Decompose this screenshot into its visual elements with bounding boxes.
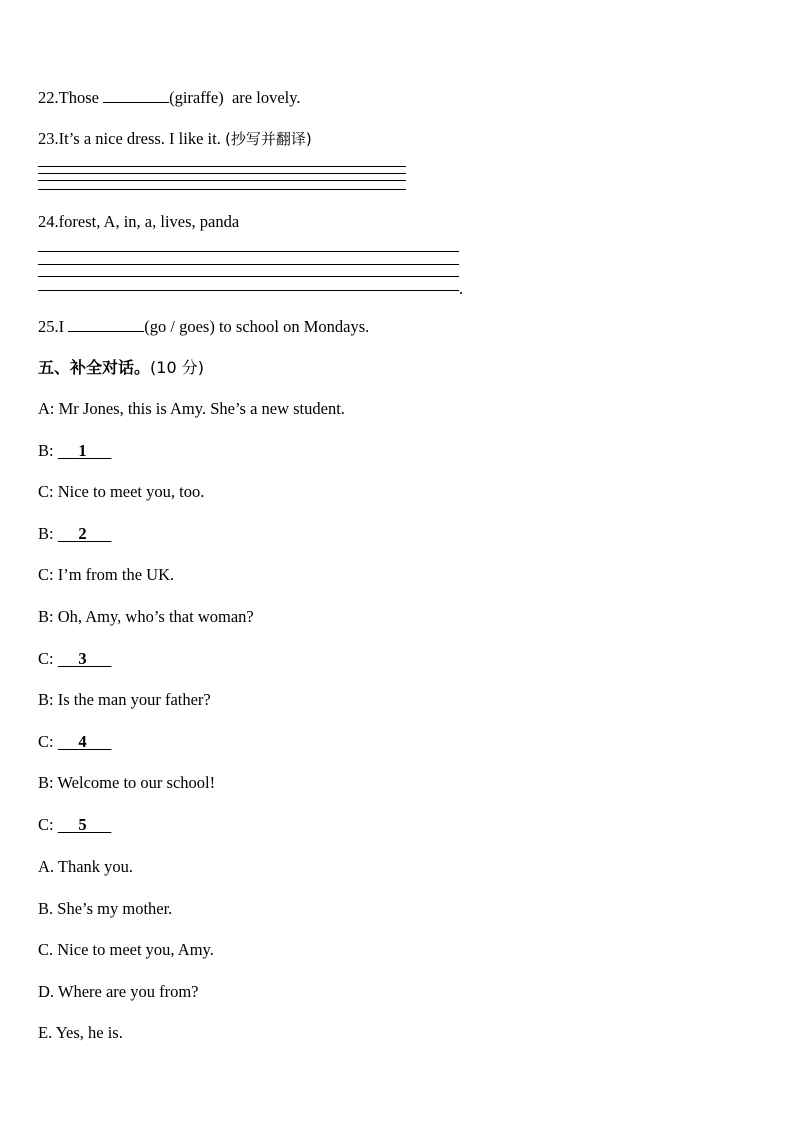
scrambled-words: forest, A, in, a, lives, panda — [58, 212, 240, 231]
option-text: Thank you. — [57, 857, 134, 876]
section-title: 五、补全对话。 — [38, 358, 151, 377]
speaker-label: C: — [38, 565, 54, 584]
speaker-label: C: — [38, 649, 54, 668]
dialogue-line — [38, 607, 254, 627]
dialogue-line — [38, 565, 174, 585]
speaker-label: C: — [38, 482, 54, 501]
dialogue-blank-line — [38, 732, 111, 752]
speaker-label: C: — [38, 732, 54, 751]
option-letter: A. — [38, 857, 55, 876]
question-number: 23. — [38, 129, 59, 148]
writing-line[interactable] — [38, 189, 406, 190]
option-letter: C. — [38, 940, 54, 959]
dialogue-line — [38, 690, 211, 710]
question-text: I — [58, 317, 65, 336]
question-number: 25. — [38, 317, 59, 336]
option-item — [38, 857, 133, 877]
option-item — [38, 940, 214, 960]
dialogue-blank-5[interactable] — [58, 815, 112, 834]
writing-line[interactable] — [38, 251, 459, 252]
dialogue-text: Welcome to our school! — [57, 773, 216, 792]
section-points: (10 分) — [150, 358, 204, 377]
dialogue-blank-line — [38, 815, 111, 835]
question-23 — [38, 129, 312, 149]
writing-line[interactable] — [38, 290, 459, 291]
option-item — [38, 899, 172, 919]
option-letter: D. — [38, 982, 55, 1001]
dialogue-line — [38, 399, 345, 419]
dialogue-blank-2[interactable] — [58, 524, 112, 543]
dialogue-text: I’m from the UK. — [57, 565, 175, 584]
writing-line[interactable] — [38, 173, 406, 174]
writing-line[interactable] — [38, 264, 459, 265]
question-text: It’s a nice dress. I like it. — [58, 129, 221, 148]
dialogue-blank-line — [38, 441, 111, 461]
option-text: Nice to meet you, Amy. — [57, 940, 214, 959]
dialogue-blank-line — [38, 524, 111, 544]
dialogue-text: Is the man your father? — [57, 690, 211, 709]
option-text: Where are you from? — [57, 982, 199, 1001]
dialogue-text: Mr Jones, this is Amy. She’s a new student. — [58, 399, 345, 418]
option-item — [38, 982, 199, 1002]
speaker-label: B: — [38, 607, 54, 626]
speaker-label: B: — [38, 690, 54, 709]
line-end-period: . — [459, 279, 464, 298]
blank-number: 2 — [78, 524, 87, 543]
dialogue-blank-line — [38, 649, 111, 669]
question-24 — [38, 212, 239, 232]
dialogue-blank-1[interactable] — [58, 441, 112, 460]
question-number: 22. — [38, 88, 59, 107]
blank-number: 1 — [78, 441, 87, 460]
dialogue-line — [38, 773, 215, 793]
speaker-label: A: — [38, 399, 55, 418]
blank-number: 4 — [78, 732, 87, 751]
option-letter: B. — [38, 899, 54, 918]
option-text: She’s my mother. — [57, 899, 173, 918]
speaker-label: B: — [38, 524, 54, 543]
question-22 — [38, 87, 301, 108]
question-instruction: (抄写并翻译) — [224, 130, 312, 148]
question-text: are lovely. — [231, 88, 301, 107]
blank-number: 3 — [78, 649, 87, 668]
speaker-label: B: — [38, 773, 54, 792]
speaker-label: B: — [38, 441, 54, 460]
writing-line[interactable] — [38, 166, 406, 167]
question-number: 24. — [38, 212, 59, 231]
dialogue-text: Oh, Amy, who’s that woman? — [57, 607, 254, 626]
writing-line[interactable] — [38, 276, 459, 277]
option-item — [38, 1023, 123, 1043]
dialogue-line — [38, 482, 204, 502]
option-text: Yes, he is. — [55, 1023, 123, 1042]
word-hint: (giraffe) — [169, 88, 224, 107]
option-letter: E. — [38, 1023, 53, 1042]
question-text: Those — [58, 88, 99, 107]
answer-blank[interactable] — [68, 316, 144, 332]
question-text: to school on Mondays. — [218, 317, 370, 336]
speaker-label: C: — [38, 815, 54, 834]
section-heading — [38, 358, 204, 378]
dialogue-blank-3[interactable] — [58, 649, 112, 668]
word-hint: (go / goes) — [144, 317, 215, 336]
answer-blank[interactable] — [103, 87, 169, 103]
question-25 — [38, 316, 369, 337]
dialogue-text: Nice to meet you, too. — [57, 482, 205, 501]
blank-number: 5 — [78, 815, 87, 834]
writing-line[interactable] — [38, 180, 406, 181]
dialogue-blank-4[interactable] — [58, 732, 112, 751]
